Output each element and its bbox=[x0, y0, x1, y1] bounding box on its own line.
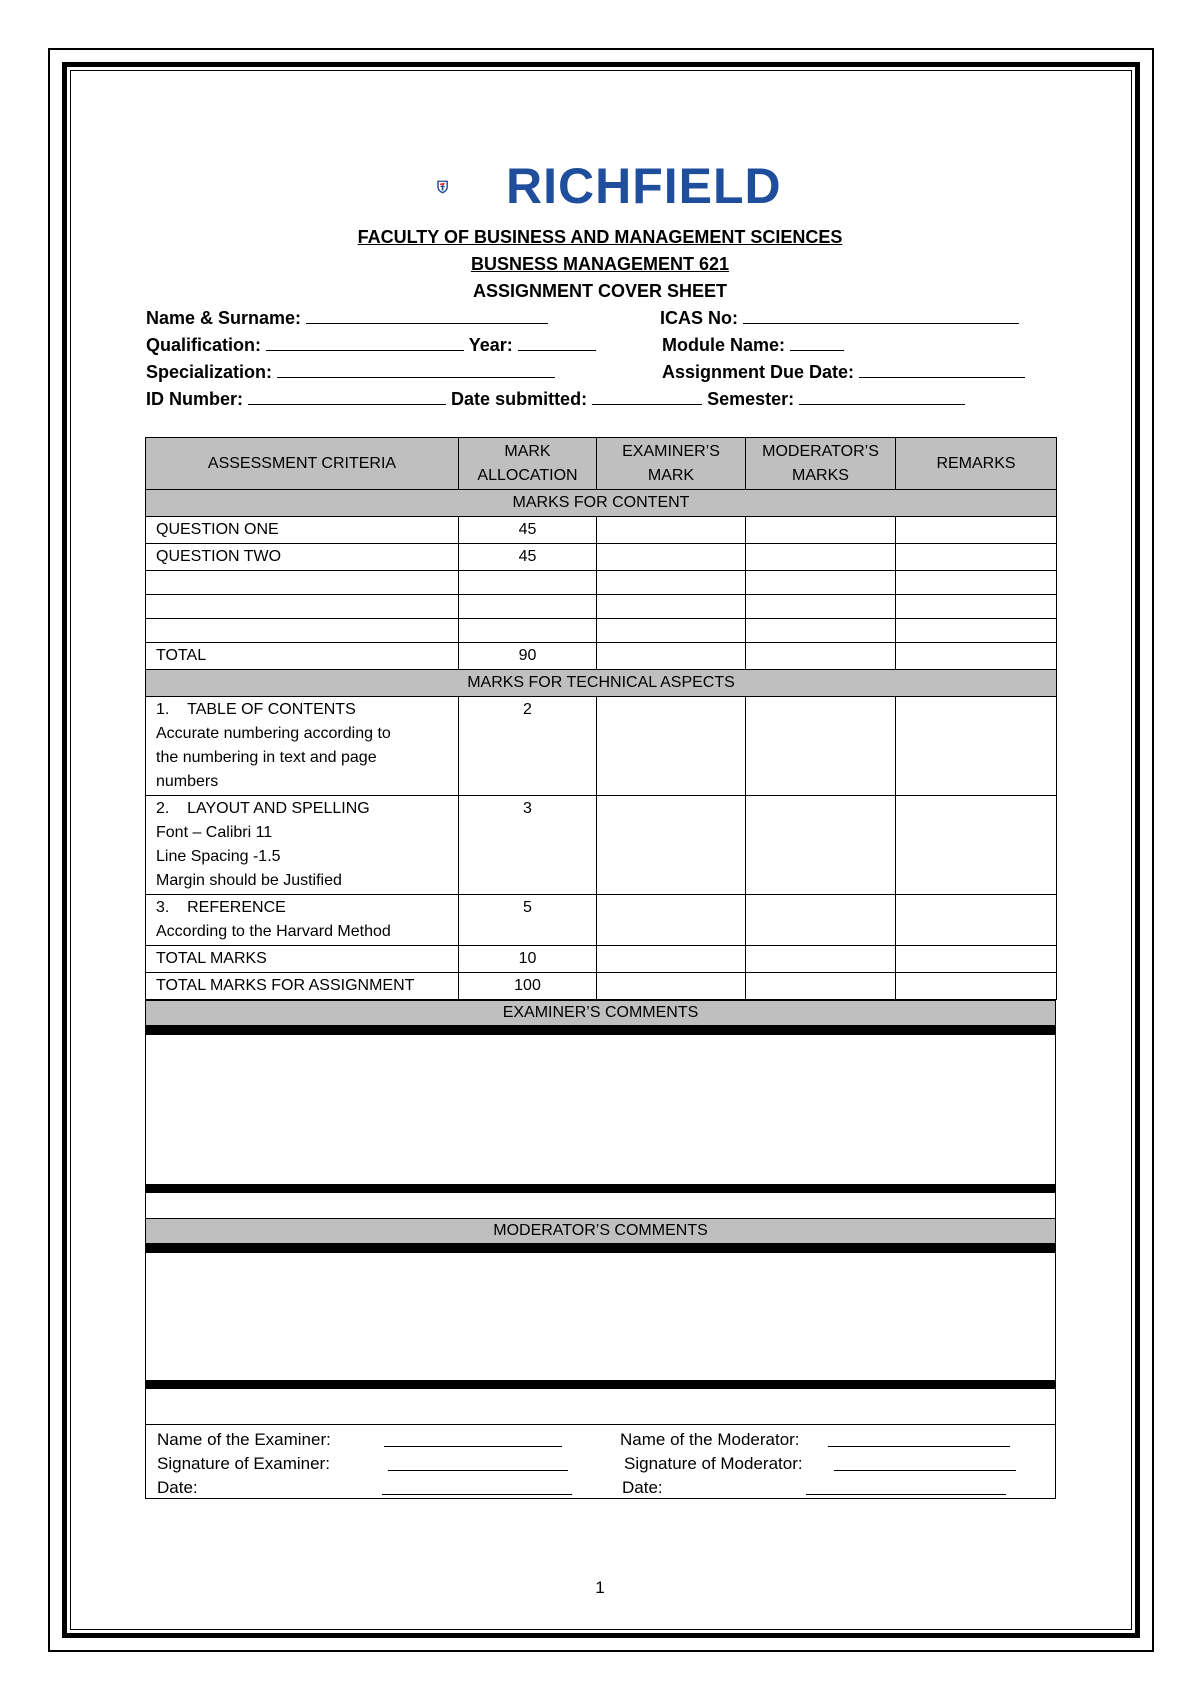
criteria-cell bbox=[146, 697, 459, 796]
page-number: 1 bbox=[595, 1578, 605, 1597]
section-technical-row bbox=[146, 670, 1057, 697]
examiner-mark-cell[interactable] bbox=[597, 517, 746, 544]
year-line[interactable] bbox=[518, 334, 596, 351]
moderator-name-label: Name of the Moderator: bbox=[620, 1430, 800, 1449]
name-surname-line[interactable] bbox=[306, 307, 548, 324]
brand-name: RICHFIELD bbox=[506, 158, 782, 214]
moderator-signature-label: Signature of Moderator: bbox=[624, 1454, 803, 1473]
empty-cell[interactable] bbox=[896, 619, 1057, 643]
empty-cell[interactable] bbox=[896, 571, 1057, 595]
empty-cell[interactable] bbox=[597, 571, 746, 595]
divider-thick bbox=[145, 1244, 1056, 1253]
criteria-title: 3. REFERENCE bbox=[156, 899, 286, 916]
moderator-mark-cell[interactable] bbox=[746, 643, 896, 670]
icas-no-label: ICAS No: bbox=[660, 308, 738, 328]
examiner-mark-cell[interactable] bbox=[597, 544, 746, 571]
header-mark-allocation: MARK ALLOCATION bbox=[459, 438, 597, 490]
examiner-name-label: Name of the Examiner: bbox=[157, 1430, 331, 1449]
module-name-label: Module Name: bbox=[662, 335, 786, 355]
examiner-signature-line[interactable] bbox=[388, 1454, 568, 1471]
marks-table bbox=[145, 437, 1057, 1000]
examiner-date-line[interactable] bbox=[382, 1478, 572, 1495]
empty-row bbox=[146, 595, 1057, 619]
semester-line[interactable] bbox=[799, 388, 965, 405]
due-date-field[interactable] bbox=[662, 361, 1025, 383]
mark-cell: 5 bbox=[459, 895, 597, 946]
remarks-cell[interactable] bbox=[896, 895, 1057, 946]
date-submitted-label: Date submitted: bbox=[451, 389, 588, 409]
name-surname-label: Name & Surname: bbox=[146, 308, 302, 328]
mark-cell: 45 bbox=[459, 544, 597, 571]
mark-cell: 2 bbox=[459, 697, 597, 796]
moderator-comments-area[interactable] bbox=[145, 1253, 1056, 1381]
moderator-mark-cell[interactable] bbox=[746, 796, 896, 895]
remarks-cell[interactable] bbox=[896, 796, 1057, 895]
examiner-comments-area[interactable] bbox=[145, 1035, 1056, 1185]
header-examiners-mark: EXAMINER’S MARK bbox=[597, 438, 746, 490]
empty-cell[interactable] bbox=[146, 571, 459, 595]
moderator-mark-cell[interactable] bbox=[746, 517, 896, 544]
due-date-label: Assignment Due Date: bbox=[662, 362, 855, 382]
remarks-cell[interactable] bbox=[896, 517, 1057, 544]
examiner-mark-cell[interactable] bbox=[597, 895, 746, 946]
mark-cell: 45 bbox=[459, 517, 597, 544]
moderator-date-label: Date: bbox=[622, 1478, 663, 1497]
mark-cell: 10 bbox=[459, 946, 597, 973]
criteria-line: Font – Calibri 11 bbox=[156, 824, 273, 841]
moderator-mark-cell[interactable] bbox=[746, 544, 896, 571]
criteria-title: 1. TABLE OF CONTENTS bbox=[156, 701, 356, 718]
mark-cell: 3 bbox=[459, 796, 597, 895]
remarks-cell[interactable] bbox=[896, 946, 1057, 973]
module-name-field[interactable] bbox=[662, 334, 844, 356]
remarks-cell[interactable] bbox=[896, 643, 1057, 670]
mark-cell: 90 bbox=[459, 643, 597, 670]
divider-thin bbox=[145, 1424, 1056, 1425]
examiner-name-line[interactable] bbox=[384, 1430, 562, 1447]
empty-cell[interactable] bbox=[146, 619, 459, 643]
section-content-label: MARKS FOR CONTENT bbox=[146, 490, 1057, 517]
criteria-cell: QUESTION TWO bbox=[146, 544, 459, 571]
content-total-row bbox=[146, 643, 1057, 670]
empty-cell[interactable] bbox=[746, 571, 896, 595]
empty-cell[interactable] bbox=[746, 619, 896, 643]
empty-cell[interactable] bbox=[146, 595, 459, 619]
examiner-signature-label: Signature of Examiner: bbox=[157, 1454, 330, 1473]
empty-cell[interactable] bbox=[459, 619, 597, 643]
criteria-cell bbox=[146, 895, 459, 946]
remarks-cell[interactable] bbox=[896, 973, 1057, 1000]
criteria-cell: TOTAL MARKS FOR ASSIGNMENT bbox=[146, 973, 459, 1000]
specialization-line[interactable] bbox=[277, 361, 555, 378]
examiner-mark-cell[interactable] bbox=[597, 796, 746, 895]
module-title: BUSNESS MANAGEMENT 621 bbox=[470, 254, 730, 274]
header-remarks: REMARKS bbox=[896, 438, 1057, 490]
remarks-cell[interactable] bbox=[896, 544, 1057, 571]
criteria-line: numbers bbox=[156, 773, 219, 790]
qualification-field[interactable] bbox=[146, 334, 596, 356]
section-content-row bbox=[146, 490, 1057, 517]
empty-cell[interactable] bbox=[459, 571, 597, 595]
total-assignment-row bbox=[146, 973, 1057, 1000]
richfield-shield-icon bbox=[436, 152, 506, 222]
id-number-label: ID Number: bbox=[146, 389, 244, 409]
remarks-cell[interactable] bbox=[896, 697, 1057, 796]
examiner-date-label: Date: bbox=[157, 1478, 198, 1497]
specialization-label: Specialization: bbox=[146, 362, 273, 382]
moderator-name-line[interactable] bbox=[828, 1430, 1010, 1447]
moderator-date-line[interactable] bbox=[806, 1478, 1006, 1495]
year-label: Year: bbox=[468, 335, 513, 355]
moderator-mark-cell[interactable] bbox=[746, 697, 896, 796]
moderator-comments-header: MODERATOR’S COMMENTS bbox=[145, 1218, 1056, 1244]
section-technical-label: MARKS FOR TECHNICAL ASPECTS bbox=[146, 670, 1057, 697]
criteria-cell bbox=[146, 796, 459, 895]
table-row bbox=[146, 895, 1057, 946]
table-header-row bbox=[146, 438, 1057, 490]
name-surname-field[interactable] bbox=[146, 307, 548, 329]
criteria-line: the numbering in text and page bbox=[156, 749, 377, 766]
empty-cell[interactable] bbox=[597, 595, 746, 619]
criteria-cell: TOTAL bbox=[146, 643, 459, 670]
empty-row bbox=[146, 619, 1057, 643]
table-row bbox=[146, 796, 1057, 895]
spacer-row bbox=[145, 1193, 1056, 1219]
table-row bbox=[146, 544, 1057, 571]
examiner-mark-cell[interactable] bbox=[597, 643, 746, 670]
qualification-label: Qualification: bbox=[146, 335, 262, 355]
header-moderators-marks: MODERATOR’S MARKS bbox=[746, 438, 896, 490]
specialization-field[interactable] bbox=[146, 361, 555, 383]
examiner-mark-cell[interactable] bbox=[597, 946, 746, 973]
empty-row bbox=[146, 571, 1057, 595]
criteria-line: Accurate numbering according to bbox=[156, 725, 391, 742]
examiner-mark-cell[interactable] bbox=[597, 973, 746, 1000]
id-number-field[interactable] bbox=[146, 388, 965, 410]
divider-thick bbox=[145, 1380, 1056, 1389]
header-assessment-criteria: ASSESSMENT CRITERIA bbox=[146, 438, 459, 490]
moderator-signature-line[interactable] bbox=[834, 1454, 1016, 1471]
moderator-mark-cell[interactable] bbox=[746, 973, 896, 1000]
module-name-line[interactable] bbox=[790, 334, 844, 351]
criteria-line: According to the Harvard Method bbox=[156, 923, 391, 940]
document-title: ASSIGNMENT COVER SHEET bbox=[472, 281, 728, 301]
examiner-comments-header: EXAMINER’S COMMENTS bbox=[145, 1000, 1056, 1026]
semester-label: Semester: bbox=[707, 389, 795, 409]
examiner-mark-cell[interactable] bbox=[597, 697, 746, 796]
faculty-title: FACULTY OF BUSINESS AND MANAGEMENT SCIENCES bbox=[357, 227, 843, 247]
criteria-title: 2. LAYOUT AND SPELLING bbox=[156, 800, 370, 817]
qualification-line[interactable] bbox=[266, 334, 464, 351]
icas-no-line[interactable] bbox=[743, 307, 1019, 324]
divider-thick bbox=[145, 1026, 1056, 1035]
total-marks-row bbox=[146, 946, 1057, 973]
id-number-line[interactable] bbox=[248, 388, 446, 405]
criteria-line: Line Spacing -1.5 bbox=[156, 848, 281, 865]
criteria-line: Margin should be Justified bbox=[156, 872, 342, 889]
empty-cell[interactable] bbox=[459, 595, 597, 619]
empty-cell[interactable] bbox=[896, 595, 1057, 619]
mark-cell: 100 bbox=[459, 973, 597, 1000]
moderator-mark-cell[interactable] bbox=[746, 946, 896, 973]
empty-cell[interactable] bbox=[597, 619, 746, 643]
table-row bbox=[146, 697, 1057, 796]
table-row bbox=[146, 517, 1057, 544]
due-date-line[interactable] bbox=[859, 361, 1025, 378]
empty-cell[interactable] bbox=[746, 595, 896, 619]
criteria-cell: TOTAL MARKS bbox=[146, 946, 459, 973]
moderator-mark-cell[interactable] bbox=[746, 895, 896, 946]
date-submitted-line[interactable] bbox=[592, 388, 702, 405]
icas-no-field[interactable] bbox=[660, 307, 1019, 329]
divider-thick bbox=[145, 1184, 1056, 1193]
criteria-cell: QUESTION ONE bbox=[146, 517, 459, 544]
